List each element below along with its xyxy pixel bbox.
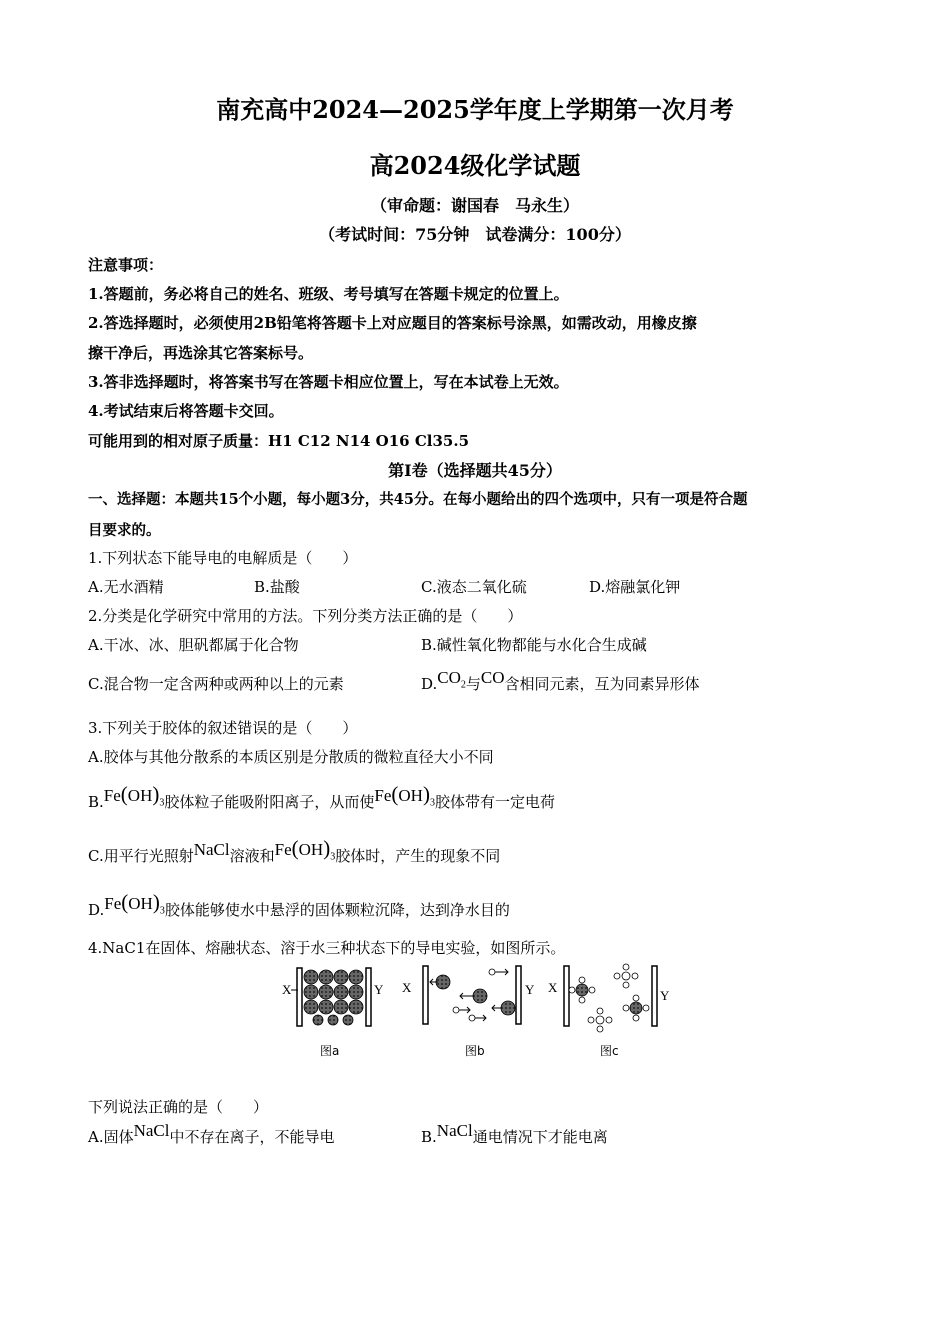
fig-b-caption: 图b <box>465 1044 485 1058</box>
fe-text: Fe <box>103 786 121 805</box>
q2-option-d <box>421 668 700 696</box>
formula-feoh3: $Fe(OH)_3$ <box>274 836 336 863</box>
section1-line1: 一、选择题：本题共15个小题，每小题3分，共45分。在每小题给出的四个选项中，只有一项是符合题 <box>88 491 748 508</box>
note-1: 1.答题前，务必将自己的姓名、班级、考号填写在答题卡规定的位置上。 <box>88 285 569 303</box>
q2-stem: 2.分类是化学研究中常用的方法。下列分类方法正确的是（ ） <box>88 607 523 625</box>
oh-text: OH <box>127 786 153 805</box>
formula-nacl: NaCl <box>133 1121 170 1140</box>
formula-co2 <box>437 668 466 691</box>
q2-d-prefix: D. <box>421 675 438 693</box>
atomic-mass: 可能用到的相对原子质量：H1 C12 N14 O16 Cl35.5 <box>88 432 470 450</box>
q1-option-c: C.液态二氧化硫 <box>421 578 527 596</box>
q3-option-c <box>88 836 501 868</box>
fig-a-x-label: X <box>282 982 292 997</box>
q2-option-a: A.干冰、冰、胆矾都属于化合物 <box>88 636 299 654</box>
fig-c-y-label: Y <box>660 988 670 1003</box>
q3-c-rest: 胶体时，产生的现象不同 <box>335 847 501 865</box>
sub-3: 3 <box>330 851 336 863</box>
formula-nacl: NaCl <box>436 1121 473 1140</box>
fe-text: Fe <box>104 894 122 913</box>
notes-heading: 注意事项： <box>88 256 164 274</box>
section1-line2: 目要求的。 <box>88 522 161 539</box>
q1-option-b: B.盐酸 <box>254 578 300 596</box>
q4-option-a <box>88 1121 335 1147</box>
q3-option-a: A.胶体与其他分散系的本质区别是分散质的微粒直径大小不同 <box>88 748 494 766</box>
fig-c-x-label: X <box>548 980 558 995</box>
fig-b-y-label: Y <box>525 982 535 997</box>
formula-co: CO <box>480 668 505 687</box>
q4-b-prefix: B. <box>421 1128 437 1146</box>
note-3: 3.答非选择题时，将答案书写在答题卡相应位置上，写在本试卷上无效。 <box>88 373 569 391</box>
q1-option-a: A.无水酒精 <box>88 578 164 596</box>
sub-3: 3 <box>159 905 165 917</box>
q4-stem: 4.NaC1在固体、熔融状态、溶于水三种状态下的导电实验，如图所示。 <box>88 939 566 957</box>
q2-option-c: C.混合物一定含两种或两种以上的元素 <box>88 675 344 693</box>
oh-text: OH <box>398 786 423 805</box>
q2-d-mid: 与 <box>465 675 481 693</box>
co2-text: CO <box>437 668 461 687</box>
q3-b-rest: 胶体带有一定电荷 <box>434 793 555 811</box>
fe-text: Fe <box>274 840 292 859</box>
q3-d-rest: 胶体能够使水中悬浮的固体颗粒沉降，达到净水目的 <box>164 901 510 919</box>
q3-d-prefix: D. <box>88 901 105 919</box>
q4-b-rest: 通电情况下才能电离 <box>472 1128 608 1146</box>
fig-c-caption: 图c <box>600 1044 619 1058</box>
formula-nacl: NaCl <box>193 840 230 859</box>
q3-option-d <box>88 890 510 922</box>
note-2a: 2.答选择题时，必须使用2B铅笔将答题卡上对应题目的答案标号涂黑，如需改动，用橡皮擦 <box>88 314 697 332</box>
q2-d-rest: 含相同元素，互为同素异形体 <box>504 675 700 693</box>
oh-text: OH <box>128 894 153 913</box>
q4-a-prefix: A.固体 <box>88 1128 134 1146</box>
exam-info: （考试时间：75分钟 试卷满分：100分） <box>319 225 631 244</box>
q2-option-b: B.碱性氧化物都能与水化合生成碱 <box>421 636 647 654</box>
fig-a-caption: 图a <box>320 1044 340 1058</box>
formula-feoh3: $Fe(OH)_3$ <box>104 890 165 917</box>
formula-feoh3: $Fe(OH)_3$ <box>103 782 165 809</box>
q4-a-rest: 中不存在离子，不能导电 <box>169 1128 335 1146</box>
sub-3: 3 <box>429 797 435 809</box>
exam-subtitle: 高2024级化学试题 <box>369 151 581 180</box>
q3-b-prefix: B. <box>88 793 104 811</box>
oh-text: OH <box>298 840 324 859</box>
q3-c-mid: 溶液和 <box>229 847 275 865</box>
q1-stem: 1.下列状态下能导电的电解质是（ ） <box>88 549 358 567</box>
q3-b-mid: 胶体粒子能吸附阳离子，从而使 <box>164 793 375 811</box>
q4-ask: 下列说法正确的是（ ） <box>88 1098 269 1116</box>
part1-heading: 第I卷（选择题共45分） <box>388 461 562 480</box>
q3-option-b <box>88 782 555 814</box>
note-4: 4.考试结束后将答题卡交回。 <box>88 402 284 420</box>
figure-c <box>548 964 670 1058</box>
fig-a-y-label: Y <box>374 982 384 997</box>
conductivity-figure <box>280 962 670 1062</box>
q4-option-b <box>421 1121 608 1147</box>
figure-a <box>282 968 384 1058</box>
sub-3: 3 <box>159 797 165 809</box>
fig-b-x-label: X <box>402 980 412 995</box>
exam-title: 南充高中2024—2025学年度上学期第一次月考 <box>216 95 734 124</box>
fe-text: Fe <box>374 786 392 805</box>
q3-c-prefix: C.用平行光照射 <box>88 847 194 865</box>
exam-authors: （审命题：谢国春 马永生） <box>370 196 579 215</box>
q3-stem: 3.下列关于胶体的叙述错误的是（ ） <box>88 719 358 737</box>
note-2b: 擦干净后，再选涂其它答案标号。 <box>88 344 314 362</box>
figure-b <box>402 966 535 1058</box>
q1-option-d: D.熔融氯化钾 <box>589 578 681 596</box>
co2-subscript: 2 <box>460 679 466 691</box>
formula-feoh3: $Fe(OH)_3$ <box>374 782 435 809</box>
